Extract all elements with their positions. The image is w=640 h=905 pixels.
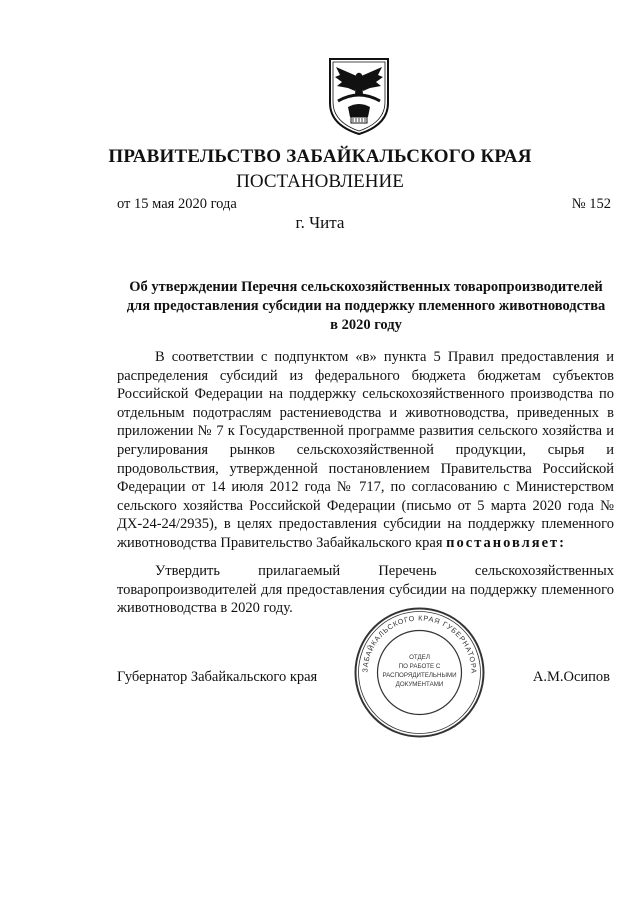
stamp-center-line: ПО РАБОТЕ С (398, 663, 441, 670)
signatory-name: А.М.Осипов (532, 669, 610, 685)
document-type: ПОСТАНОВЛЕНИЕ (236, 171, 404, 192)
heading-line: Об утверждении Перечня сельскохозяйственных товаропроизводителей (129, 279, 603, 295)
stamp-outer-text: ЗАБАЙКАЛЬСКОГО КРАЯ ГУБЕРНАТОРА (360, 613, 479, 675)
stamp-center-line: ОТДЕЛ (409, 654, 430, 661)
official-stamp (352, 605, 487, 740)
document-heading (118, 278, 614, 335)
heading-line: для предоставления субсидии на поддержку племенного животноводства (126, 298, 606, 314)
document-city: г. Чита (295, 213, 345, 232)
heading-line: в 2020 году (330, 317, 402, 333)
postanovlyaet-word: постановляет: (446, 534, 566, 551)
preamble-text: В соответствии с подпунктом «в» пункта 5 Правил предоставления и распределения субсидий из федерального бюджета бюджетам субъектов Российской Федерации на поддержку сельскохозяйственного производства по отдельным подотраслям растениеводства и животноводства, приведенных в приложении № 7 к Государственной программе развития сельского хозяйства и регулирования рынков сельскохозяйственной продукции, сырья и продовольствия, утвержденной постановлением Правительства Российской Федерации от 14 июля 2012 года № 717, по согласованию с Министерством сельского хозяйства Российской Федерации (письмо от 5 марта 2020 года № ДХ-24-24/2935), в целях предоставления субсидии на поддержку племенного животноводства Правительство Забайкальского края (117, 349, 614, 551)
stamp-center-line: ДОКУМЕНТАМИ (395, 681, 444, 688)
signatory-position: Губернатор Забайкальского края (117, 669, 318, 685)
stamp-center-line: РАСПОРЯДИТЕЛЬНЫМИ (382, 672, 457, 679)
preamble-paragraph (117, 348, 614, 553)
government-title: ПРАВИТЕЛЬСТВО ЗАБАЙКАЛЬСКОГО КРАЯ (108, 146, 532, 167)
resolution-paragraph: Утвердить прилагаемый Перечень сельскохозяйственных товаропроизводителей для предоставления субсидии на поддержку племенного животноводства в 2020 году. (117, 563, 614, 617)
document-date: от 15 мая 2020 года (117, 196, 237, 212)
document-number: № 152 (571, 196, 611, 212)
coat-of-arms-icon (326, 55, 392, 137)
